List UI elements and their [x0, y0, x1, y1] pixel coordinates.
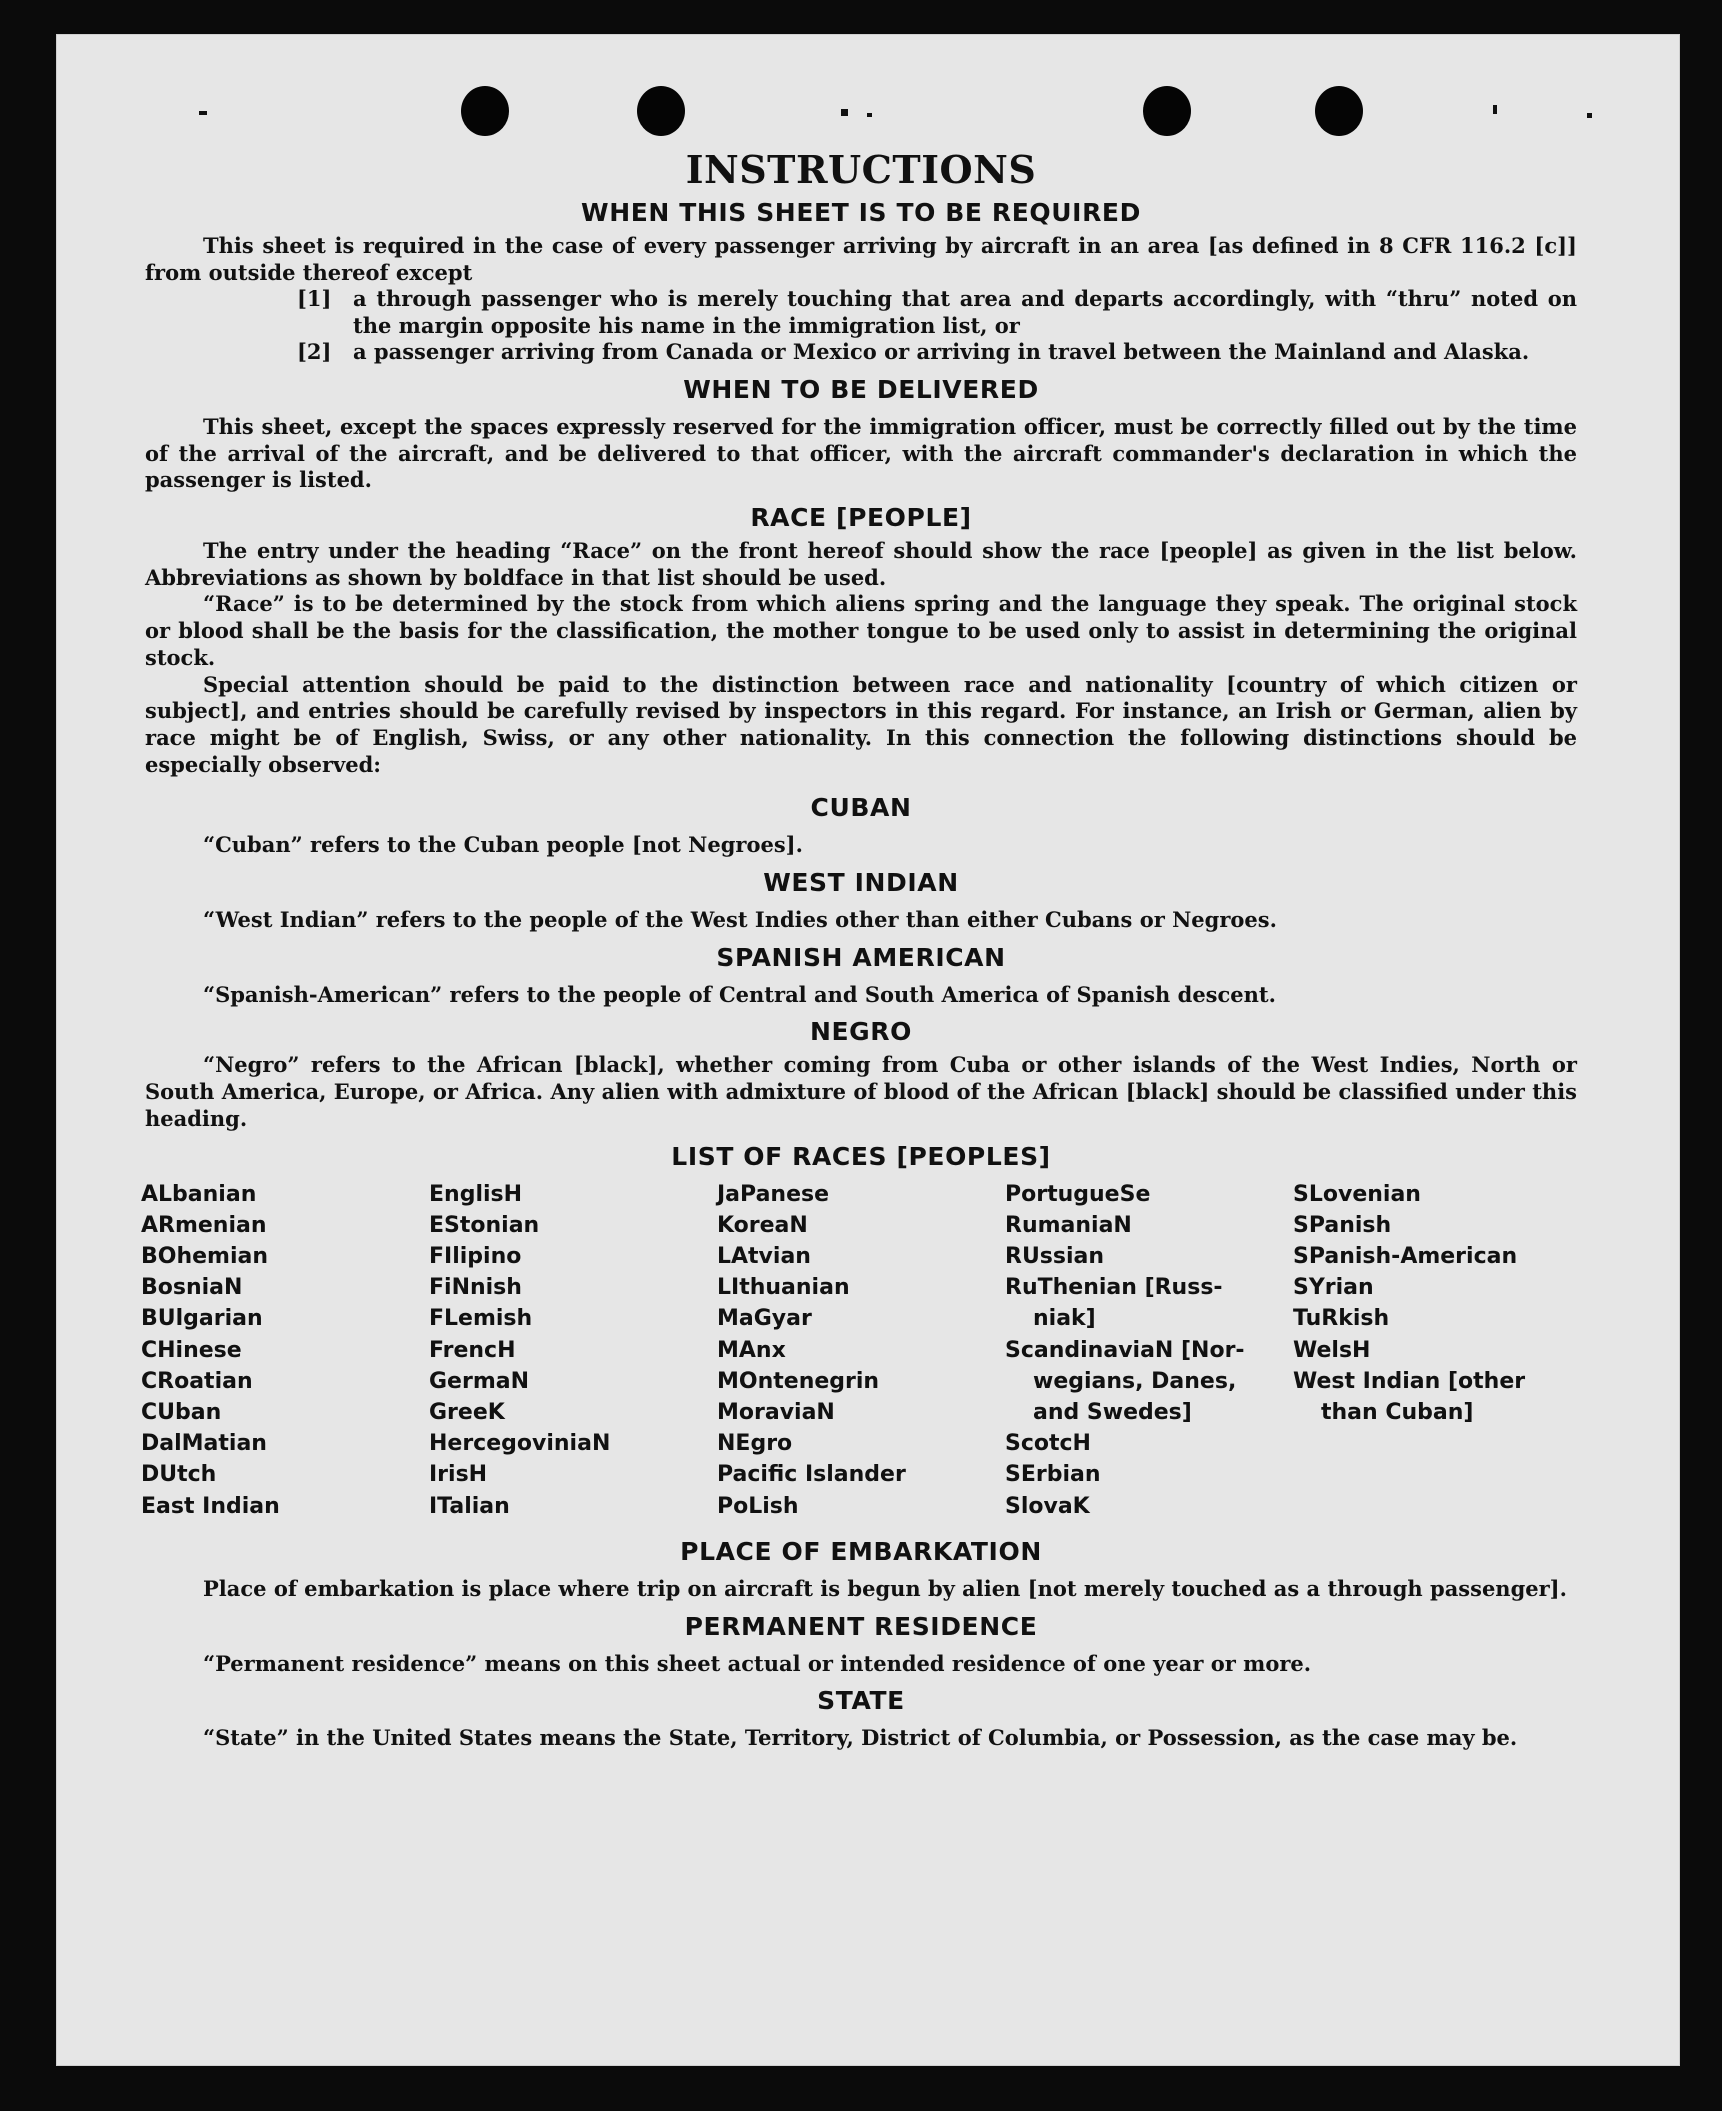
section-heading-required: WHEN THIS SHEET IS TO BE REQUIRED — [581, 198, 1141, 227]
race-entry: JaPanese — [717, 1181, 830, 1207]
race-entry: FrencH — [429, 1337, 516, 1363]
race-entry: SPanish-American — [1293, 1243, 1518, 1269]
race-entry: BUlgarian — [141, 1306, 263, 1332]
race-entry: HercegoviniaN — [429, 1431, 611, 1457]
race-entry: ITalian — [429, 1493, 510, 1519]
race-entry: RUssian — [1005, 1243, 1105, 1269]
race-entry: MaGyar — [717, 1306, 812, 1332]
race-entry: RuThenian [Russ- — [1005, 1275, 1223, 1301]
scan-specks — [57, 73, 1679, 113]
race-entry: West Indian [other — [1293, 1368, 1526, 1394]
race-entry: KoreaN — [717, 1212, 808, 1238]
section-heading-race: RACE [PEOPLE] — [750, 503, 972, 533]
item-text: a through passenger who is merely touching that area and departs accordingly, with “thru” noted on the margin opposite his name in the immigration list, or — [353, 286, 1577, 338]
embarkation-text: Place of embarkation is place where trip on aircraft is begun by alien [not merely touched as a through passenger]. — [203, 1575, 1567, 1601]
race-entry: BosniaN — [141, 1275, 243, 1301]
race-entry: IrisH — [429, 1462, 488, 1488]
races-column-1 — [141, 1179, 429, 1522]
negro-text: “Negro” refers to the African [black], whether coming from Cuba or other islands of the West Indies, North or South America, Europe, or Africa. Any alien with admixture of blood of the African [black] should be classified under this heading. — [145, 1052, 1577, 1131]
race-entry-continued: than Cuban] — [1321, 1399, 1474, 1425]
race-entry: PortugueSe — [1005, 1181, 1151, 1207]
race-entry: CHinese — [141, 1337, 242, 1363]
section-heading-negro: NEGRO — [809, 1017, 913, 1047]
section-heading-cuban: CUBAN — [810, 793, 912, 823]
race-entry: SlovaK — [1005, 1493, 1090, 1519]
race-entry: DalMatian — [141, 1431, 267, 1457]
race-entry-continued: niak] — [1033, 1306, 1096, 1332]
race-entry: East Indian — [141, 1493, 280, 1519]
section-heading-list-of-races: LIST OF RACES [PEOPLES] — [671, 1141, 1051, 1171]
section-heading-spanish-american: SPANISH AMERICAN — [716, 942, 1006, 972]
required-item-2 — [145, 339, 1577, 366]
race-entry: SPanish — [1293, 1212, 1392, 1238]
document-page — [56, 34, 1680, 2066]
required-intro: This sheet is required in the case of every passenger arriving by aircraft in an area [as defined in 8 CFR 116.2 [c]] from outside thereof except — [145, 233, 1577, 285]
race-entry: WelsH — [1293, 1337, 1371, 1363]
race-entry: EnglisH — [429, 1181, 523, 1207]
race-entry: MOntenegrin — [717, 1368, 880, 1394]
race-entry-continued: and Swedes] — [1033, 1399, 1192, 1425]
race-paragraph-3: Special attention should be paid to the distinction between race and nationality [country of which citizen or subject], and entries should be carefully revised by inspectors in this regard. For instance, an Irish or German, alien by race might be of English, Swiss, or any other nationality. In this connection the following distinctions should be especially observed: — [145, 671, 1577, 777]
residence-text: “Permanent residence” means on this sheet actual or intended residence of one year or more. — [203, 1650, 1312, 1676]
section-heading-embarkation: PLACE OF EMBARKATION — [680, 1536, 1042, 1566]
race-entry: CRoatian — [141, 1368, 253, 1394]
race-entry: LIthuanian — [717, 1275, 850, 1301]
page-title: INSTRUCTIONS — [685, 147, 1037, 192]
race-paragraph-2: “Race” is to be determined by the stock from which aliens spring and the language they speak. The original stock or blood shall be the basis for the classification, the mother tongue to be used only to assist in determining the original stock. — [145, 591, 1577, 670]
item-text: a passenger arriving from Canada or Mexico or arriving in travel between the Mainland and Alaska. — [353, 339, 1530, 365]
race-entry: TuRkish — [1293, 1306, 1390, 1332]
race-entry: RumaniaN — [1005, 1212, 1132, 1238]
race-entry: FLemish — [429, 1306, 533, 1332]
race-paragraph-1: The entry under the heading “Race” on the front hereof should show the race [people] as given in the list below. Abbreviations as shown by boldface in that list should be used. — [145, 538, 1577, 590]
cuban-text: “Cuban” refers to the Cuban people [not Negroes]. — [203, 832, 803, 858]
state-text: “State” in the United States means the State, Territory, District of Columbia, or Possession, as the case may be. — [203, 1725, 1518, 1751]
race-entry: ARmenian — [141, 1212, 267, 1238]
section-heading-delivered: WHEN TO BE DELIVERED — [683, 374, 1039, 404]
section-heading-state: STATE — [817, 1686, 905, 1716]
instructions-content — [141, 147, 1577, 1752]
races-column-4 — [1005, 1179, 1293, 1522]
delivered-text: This sheet, except the spaces expressly reserved for the immigration officer, must be correctly filled out by the time of the arrival of the aircraft, and be delivered to that officer, with the aircraft commander's declaration in which the passenger is listed. — [145, 413, 1577, 493]
races-list — [141, 1179, 1577, 1522]
race-entry: ScotcH — [1005, 1431, 1091, 1457]
item-number: [2] — [297, 339, 332, 365]
item-number: [1] — [297, 286, 332, 312]
race-entry: EStonian — [429, 1212, 540, 1238]
race-entry: ALbanian — [141, 1181, 257, 1207]
section-heading-west-indian: WEST INDIAN — [763, 868, 959, 898]
race-entry: FIlipino — [429, 1243, 522, 1269]
race-entry: DUtch — [141, 1462, 217, 1488]
race-entry: FiNnish — [429, 1275, 522, 1301]
spanish-american-text: “Spanish-American” refers to the people of Central and South America of Spanish descent. — [203, 981, 1276, 1007]
section-heading-residence: PERMANENT RESIDENCE — [684, 1611, 1038, 1641]
race-entry-continued: wegians, Danes, — [1033, 1368, 1237, 1394]
race-entry: CUban — [141, 1399, 222, 1425]
race-entry: Pacific Islander — [717, 1462, 906, 1488]
race-entry: GreeK — [429, 1399, 505, 1425]
west-indian-text: “West Indian” refers to the people of the West Indies other than either Cubans or Negroes. — [203, 907, 1277, 933]
race-entry: GermaN — [429, 1368, 530, 1394]
race-entry: SErbian — [1005, 1462, 1101, 1488]
race-entry: SLovenian — [1293, 1181, 1421, 1207]
race-entry: MAnx — [717, 1337, 786, 1363]
races-column-3 — [717, 1179, 1005, 1522]
required-item-1 — [145, 286, 1577, 339]
races-column-5 — [1293, 1179, 1581, 1522]
race-entry: PoLish — [717, 1493, 799, 1519]
race-entry: SYrian — [1293, 1275, 1374, 1301]
races-column-2 — [429, 1179, 717, 1522]
race-entry: LAtvian — [717, 1243, 811, 1269]
race-entry: NEgro — [717, 1431, 793, 1457]
race-entry: BOhemian — [141, 1243, 269, 1269]
race-entry: MoraviaN — [717, 1399, 835, 1425]
race-entry: ScandinaviaN [Nor- — [1005, 1337, 1245, 1363]
